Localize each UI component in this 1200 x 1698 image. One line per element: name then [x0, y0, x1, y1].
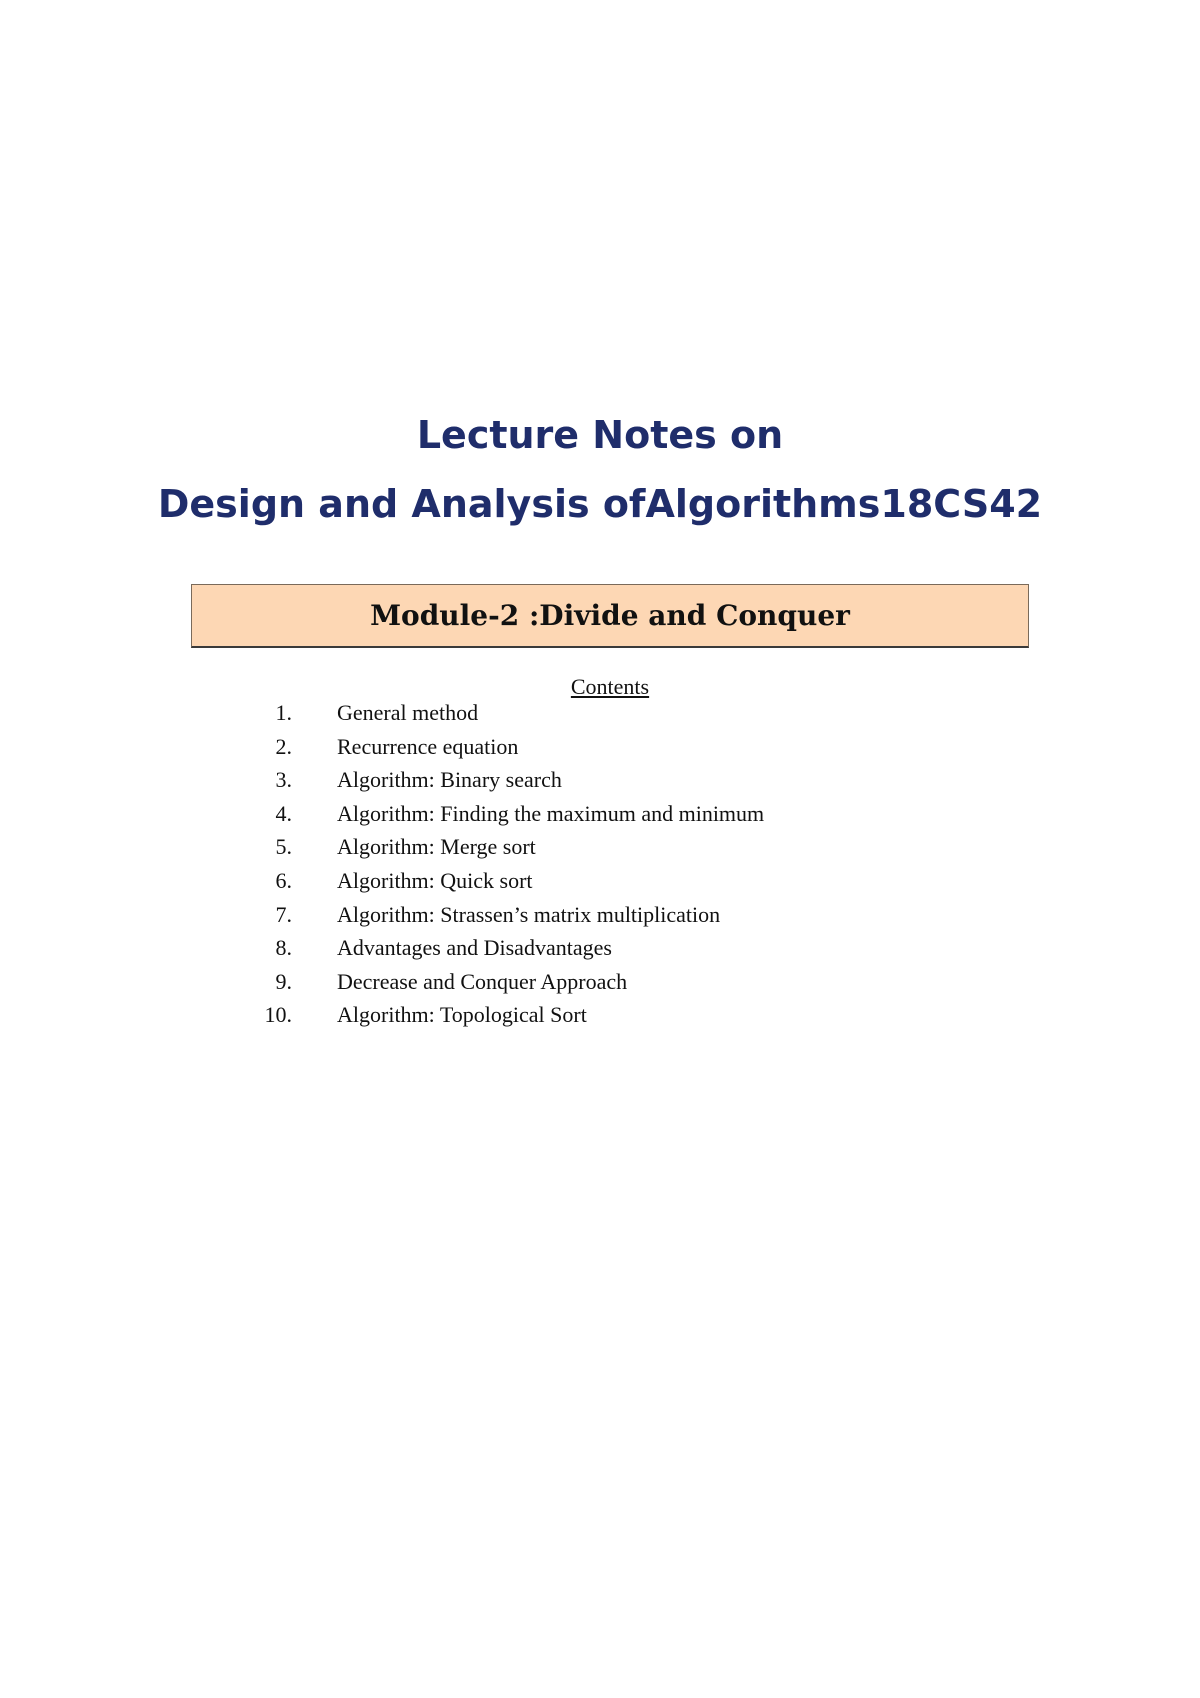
- contents-item-label: Decrease and Conquer Approach: [337, 968, 628, 994]
- contents-item: [246, 734, 764, 768]
- contents-heading: Contents: [570, 674, 650, 699]
- contents-item-number: 3.: [275, 767, 292, 793]
- contents-item-number: 10.: [264, 1002, 292, 1028]
- contents-item-label: Algorithm: Finding the maximum and minimum: [337, 800, 765, 826]
- contents-item: [246, 801, 764, 835]
- contents-item: [246, 1002, 764, 1036]
- contents-item: [246, 935, 764, 969]
- contents-item-number: 1.: [275, 700, 292, 725]
- contents-item-label: Algorithm: Merge sort: [337, 834, 536, 860]
- contents-item: [246, 868, 764, 902]
- contents-item-label: Recurrence equation: [337, 733, 519, 759]
- contents-item-number: 5.: [275, 834, 292, 860]
- contents-item-label: General method: [337, 700, 479, 725]
- document-title-line-2: Design and Analysis ofAlgorithms18CS42: [157, 482, 1043, 526]
- contents-list: [246, 700, 764, 1036]
- document-title-line-1: Lecture Notes on: [416, 413, 784, 457]
- contents-item-number: 6.: [275, 867, 292, 893]
- module-heading: Module-2 :Divide and Conquer: [370, 599, 850, 632]
- contents-item-number: 8.: [275, 935, 292, 961]
- contents-item-number: 9.: [275, 968, 292, 994]
- contents-item-label: Advantages and Disadvantages: [337, 935, 612, 961]
- contents-item-label: Algorithm: Binary search: [337, 767, 562, 793]
- contents-item: [246, 902, 764, 936]
- contents-item-number: 2.: [275, 733, 292, 759]
- module-banner: [191, 584, 1029, 648]
- contents-item-label: Algorithm: Topological Sort: [337, 1002, 587, 1028]
- contents-item-label: Algorithm: Quick sort: [337, 867, 533, 893]
- contents-item: [246, 767, 764, 801]
- contents-item: [246, 700, 764, 734]
- contents-item-number: 4.: [275, 800, 292, 826]
- contents-item-number: 7.: [275, 901, 292, 927]
- contents-item-label: Algorithm: Strassen’s matrix multiplication: [337, 901, 721, 927]
- contents-item: [246, 834, 764, 868]
- contents-item: [246, 969, 764, 1003]
